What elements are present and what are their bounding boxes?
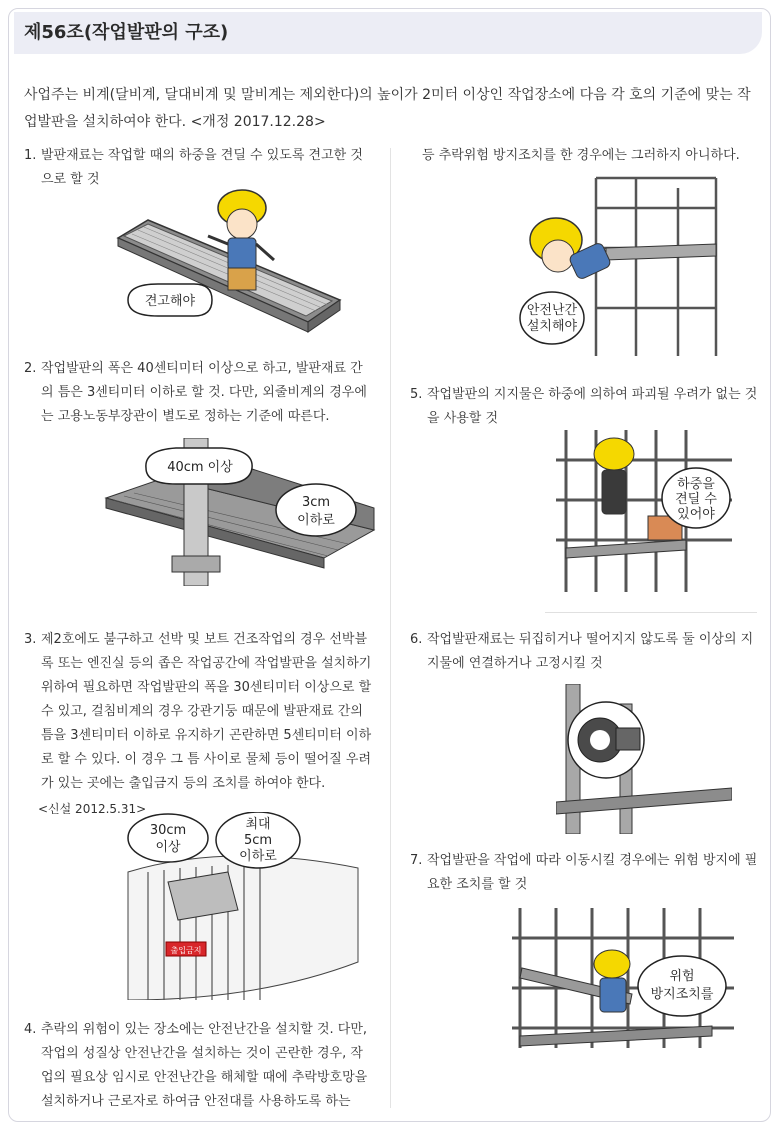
page-title: 제56조(작업발판의 구조) (24, 22, 229, 43)
item-7 (410, 849, 760, 897)
item-number: 5. (410, 387, 423, 402)
item-number: 7. (410, 853, 423, 868)
item-text: 등 추락위험 방지조치를 한 경우에는 그러하지 아니하다. (422, 148, 740, 163)
column-divider (390, 148, 391, 1108)
section-divider (545, 612, 757, 613)
bubble-text: 안전난간 (526, 303, 578, 318)
bubble-text: 5cm (243, 833, 273, 848)
bubble-text: 위험 (669, 969, 695, 984)
bubble-text: 견고해야 (144, 294, 196, 309)
bubble-text: 견딜 수 (675, 492, 717, 507)
item-5 (410, 383, 760, 431)
warning-sign-text: 출입금지 (170, 946, 202, 955)
illustration-sturdy-plank (108, 180, 348, 335)
item-text: 작업발판을 작업에 따라 이동시킬 경우에는 위험 방지에 필요한 조치를 할 것 (427, 853, 758, 892)
item-number: 3. (24, 632, 37, 647)
illustration-clamp (556, 684, 732, 834)
item-text: 제2호에도 불구하고 선박 및 보트 건조작업의 경우 선박블록 또는 엔진실 등의 좁은 작업공간에 작업발판을 설치하기 위하여 필요하면 작업발판의 폭을 30센티미터 이상으로 할 수 있고, 걸침비계의 경우 강관기둥 때문에 발판재료 간의 틈을 3센티미터 이하로 유지하기 곤란하면 5센티미터 이하로 할 수 있다. 이 경우 그 틈 사이로 물체 등이 떨어질 우려가 있는 곳에는 출입금지 등의 조치를 하여야 한다. (41, 632, 372, 791)
illustration-guardrail (506, 168, 726, 356)
bubble-text: 방지조치를 (650, 987, 714, 1002)
intro-paragraph: 사업주는 비계(달비계, 달대비계 및 말비계는 제외한다)의 높이가 2미터 이상인 작업장소에 다음 각 호의 기준에 맞는 작업발판을 설치하여야 한다. <개정 2017.12.28> (24, 87, 751, 130)
item-4 (24, 1018, 374, 1114)
item-number: 1. (24, 148, 37, 163)
item-number: 2. (24, 361, 37, 376)
item-text: 작업발판재료는 뒤집히거나 떨어지지 않도록 둘 이상의 지지물에 연결하거나 고정시킬 것 (427, 632, 754, 671)
bubble-text: 최대 (245, 817, 271, 832)
item-6 (410, 628, 760, 676)
item-text: 작업발판의 폭은 40센티미터 이상으로 하고, 발판재료 간의 틈은 3센티미터 이하로 할 것. 다만, 외줄비계의 경우에는 고용노동부장관이 별도로 정하는 기준에 따른다. (41, 361, 367, 424)
illustration-plank-width (104, 438, 376, 586)
item-number: 4. (24, 1022, 37, 1037)
amendment-note: <신설 2012.5.31> (38, 802, 147, 816)
illustration-support (556, 430, 732, 592)
bubble-text: 하중을 (677, 477, 715, 492)
bubble-text: 이하로 (297, 513, 335, 528)
bubble-text: 40cm 이상 (167, 460, 233, 475)
bubble-text: 설치해야 (526, 319, 578, 334)
item-text: 추락의 위험이 있는 장소에는 안전난간을 설치할 것. 다만, 작업의 성질상 안전난간을 설치하는 것이 곤란한 경우, 작업의 필요상 임시로 안전난간을 해체할 때에 추락방호망을 설치하거나 근로자로 하여금 안전대를 사용하도록 하는 (41, 1022, 368, 1109)
item-text: 발판재료는 작업할 때의 하중을 견딜 수 있도록 견고한 것으로 할 것 (41, 148, 363, 187)
item-2 (24, 357, 374, 429)
bubble-text: 3cm (301, 495, 331, 510)
item-4-continued (410, 144, 760, 168)
illustration-moving-plank (512, 908, 734, 1048)
bubble-text: 이하로 (239, 849, 277, 864)
bubble-text: 있어야 (677, 507, 715, 522)
item-text: 작업발판의 지지물은 하중에 의하여 파괴될 우려가 없는 것을 사용할 것 (427, 387, 758, 426)
item-3 (24, 628, 374, 796)
bubble-text: 30cm (149, 823, 187, 838)
bubble-text: 이상 (155, 840, 181, 855)
illustration-ship-block (108, 812, 368, 1000)
item-number: 6. (410, 632, 423, 647)
